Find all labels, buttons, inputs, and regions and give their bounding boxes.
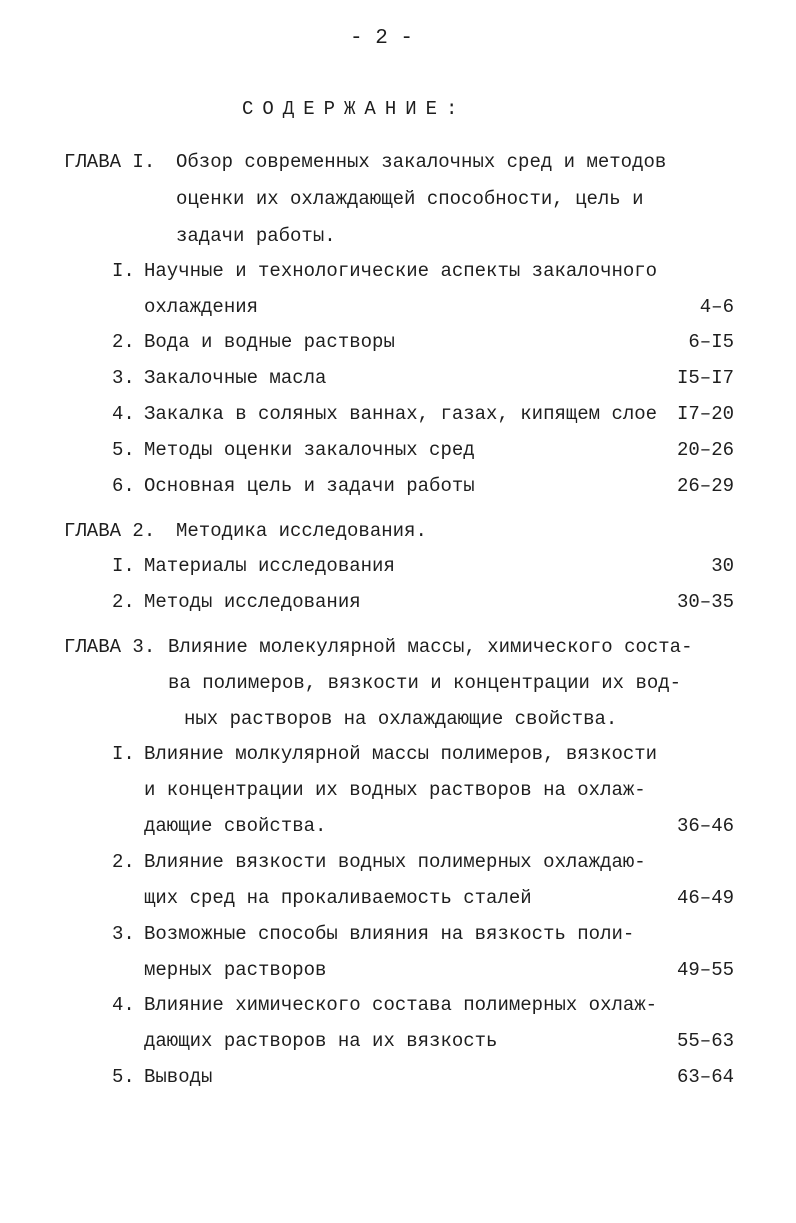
section-title-line: Закалка в соляных ваннах, газах, кипящем слое [144,403,658,425]
section-title-line: охлаждения [144,296,259,318]
section-title-line: Влияние химического состава полимерных охлаж- [144,994,658,1016]
section-number: I. [112,743,135,765]
chapter-title-line: Методика исследования. [176,520,427,542]
section-title-line: и концентрации их водных растворов на охлаж- [144,779,646,801]
chapter-title-line: ва полимеров, вязкости и концентрации их вод- [168,672,682,694]
chapter-label: ГЛАВА I. [64,151,156,173]
section-title-line: Основная цель и задачи работы [144,475,475,497]
page-range: 63–64 [676,1066,734,1088]
page-range: I5–I7 [676,367,734,389]
page-range: 26–29 [676,475,734,497]
page-range: 30 [711,555,734,577]
document-title: СОДЕРЖАНИЕ: [242,98,467,120]
chapter-title-line: оценки их охлаждающей способности, цель и [176,188,644,210]
section-number: 2. [112,851,135,873]
section-title-line: Возможные способы влияния на вязкость поли- [144,923,635,945]
section-number: I. [112,555,135,577]
page-range: 49–55 [676,959,734,981]
section-number: 2. [112,331,135,353]
page-range: 30–35 [676,591,734,613]
section-title-line: Выводы [144,1066,213,1088]
section-title-line: Закалочные масла [144,367,327,389]
page-range: 6–I5 [688,331,734,353]
chapter-title-line: ных растворов на охлаждающие свойства. [184,708,618,730]
section-title-line: Научные и технологические аспекты закалочного [144,260,658,282]
page-number: - 2 - [350,27,414,50]
section-title-line: Методы исследования [144,591,361,613]
section-title-line: Материалы исследования [144,555,395,577]
section-number: 4. [112,994,135,1016]
section-title-line: Влияние вязкости водных полимерных охлаждаю- [144,851,646,873]
page-range: 4–6 [699,296,734,318]
section-title-line: дающие свойства. [144,815,327,837]
section-number: 5. [112,439,135,461]
section-number: 3. [112,923,135,945]
page-range: 20–26 [676,439,734,461]
section-title-line: Влияние молкулярной массы полимеров, вязкости [144,743,658,765]
page-range: I7–20 [676,403,734,425]
section-number: 3. [112,367,135,389]
section-title-line: дающих растворов на их вязкость [144,1030,498,1052]
section-title-line: Методы оценки закалочных сред [144,439,475,461]
chapter-title-line: Обзор современных закалочных сред и методов [176,151,667,173]
chapter-label: ГЛАВА 2. [64,520,156,542]
chapter-title-line: Влияние молекулярной массы, химического соста- [168,636,693,658]
page-range: 36–46 [676,815,734,837]
section-title-line: Вода и водные растворы [144,331,395,353]
section-number: 5. [112,1066,135,1088]
section-title-line: мерных растворов [144,959,327,981]
chapter-title-line: задачи работы. [176,225,336,247]
section-number: 4. [112,403,135,425]
section-title-line: щих сред на прокаливаемость сталей [144,887,532,909]
page-range: 55–63 [676,1030,734,1052]
section-number: I. [112,260,135,282]
section-number: 6. [112,475,135,497]
section-number: 2. [112,591,135,613]
chapter-label: ГЛАВА 3. [64,636,156,658]
page-range: 46–49 [676,887,734,909]
